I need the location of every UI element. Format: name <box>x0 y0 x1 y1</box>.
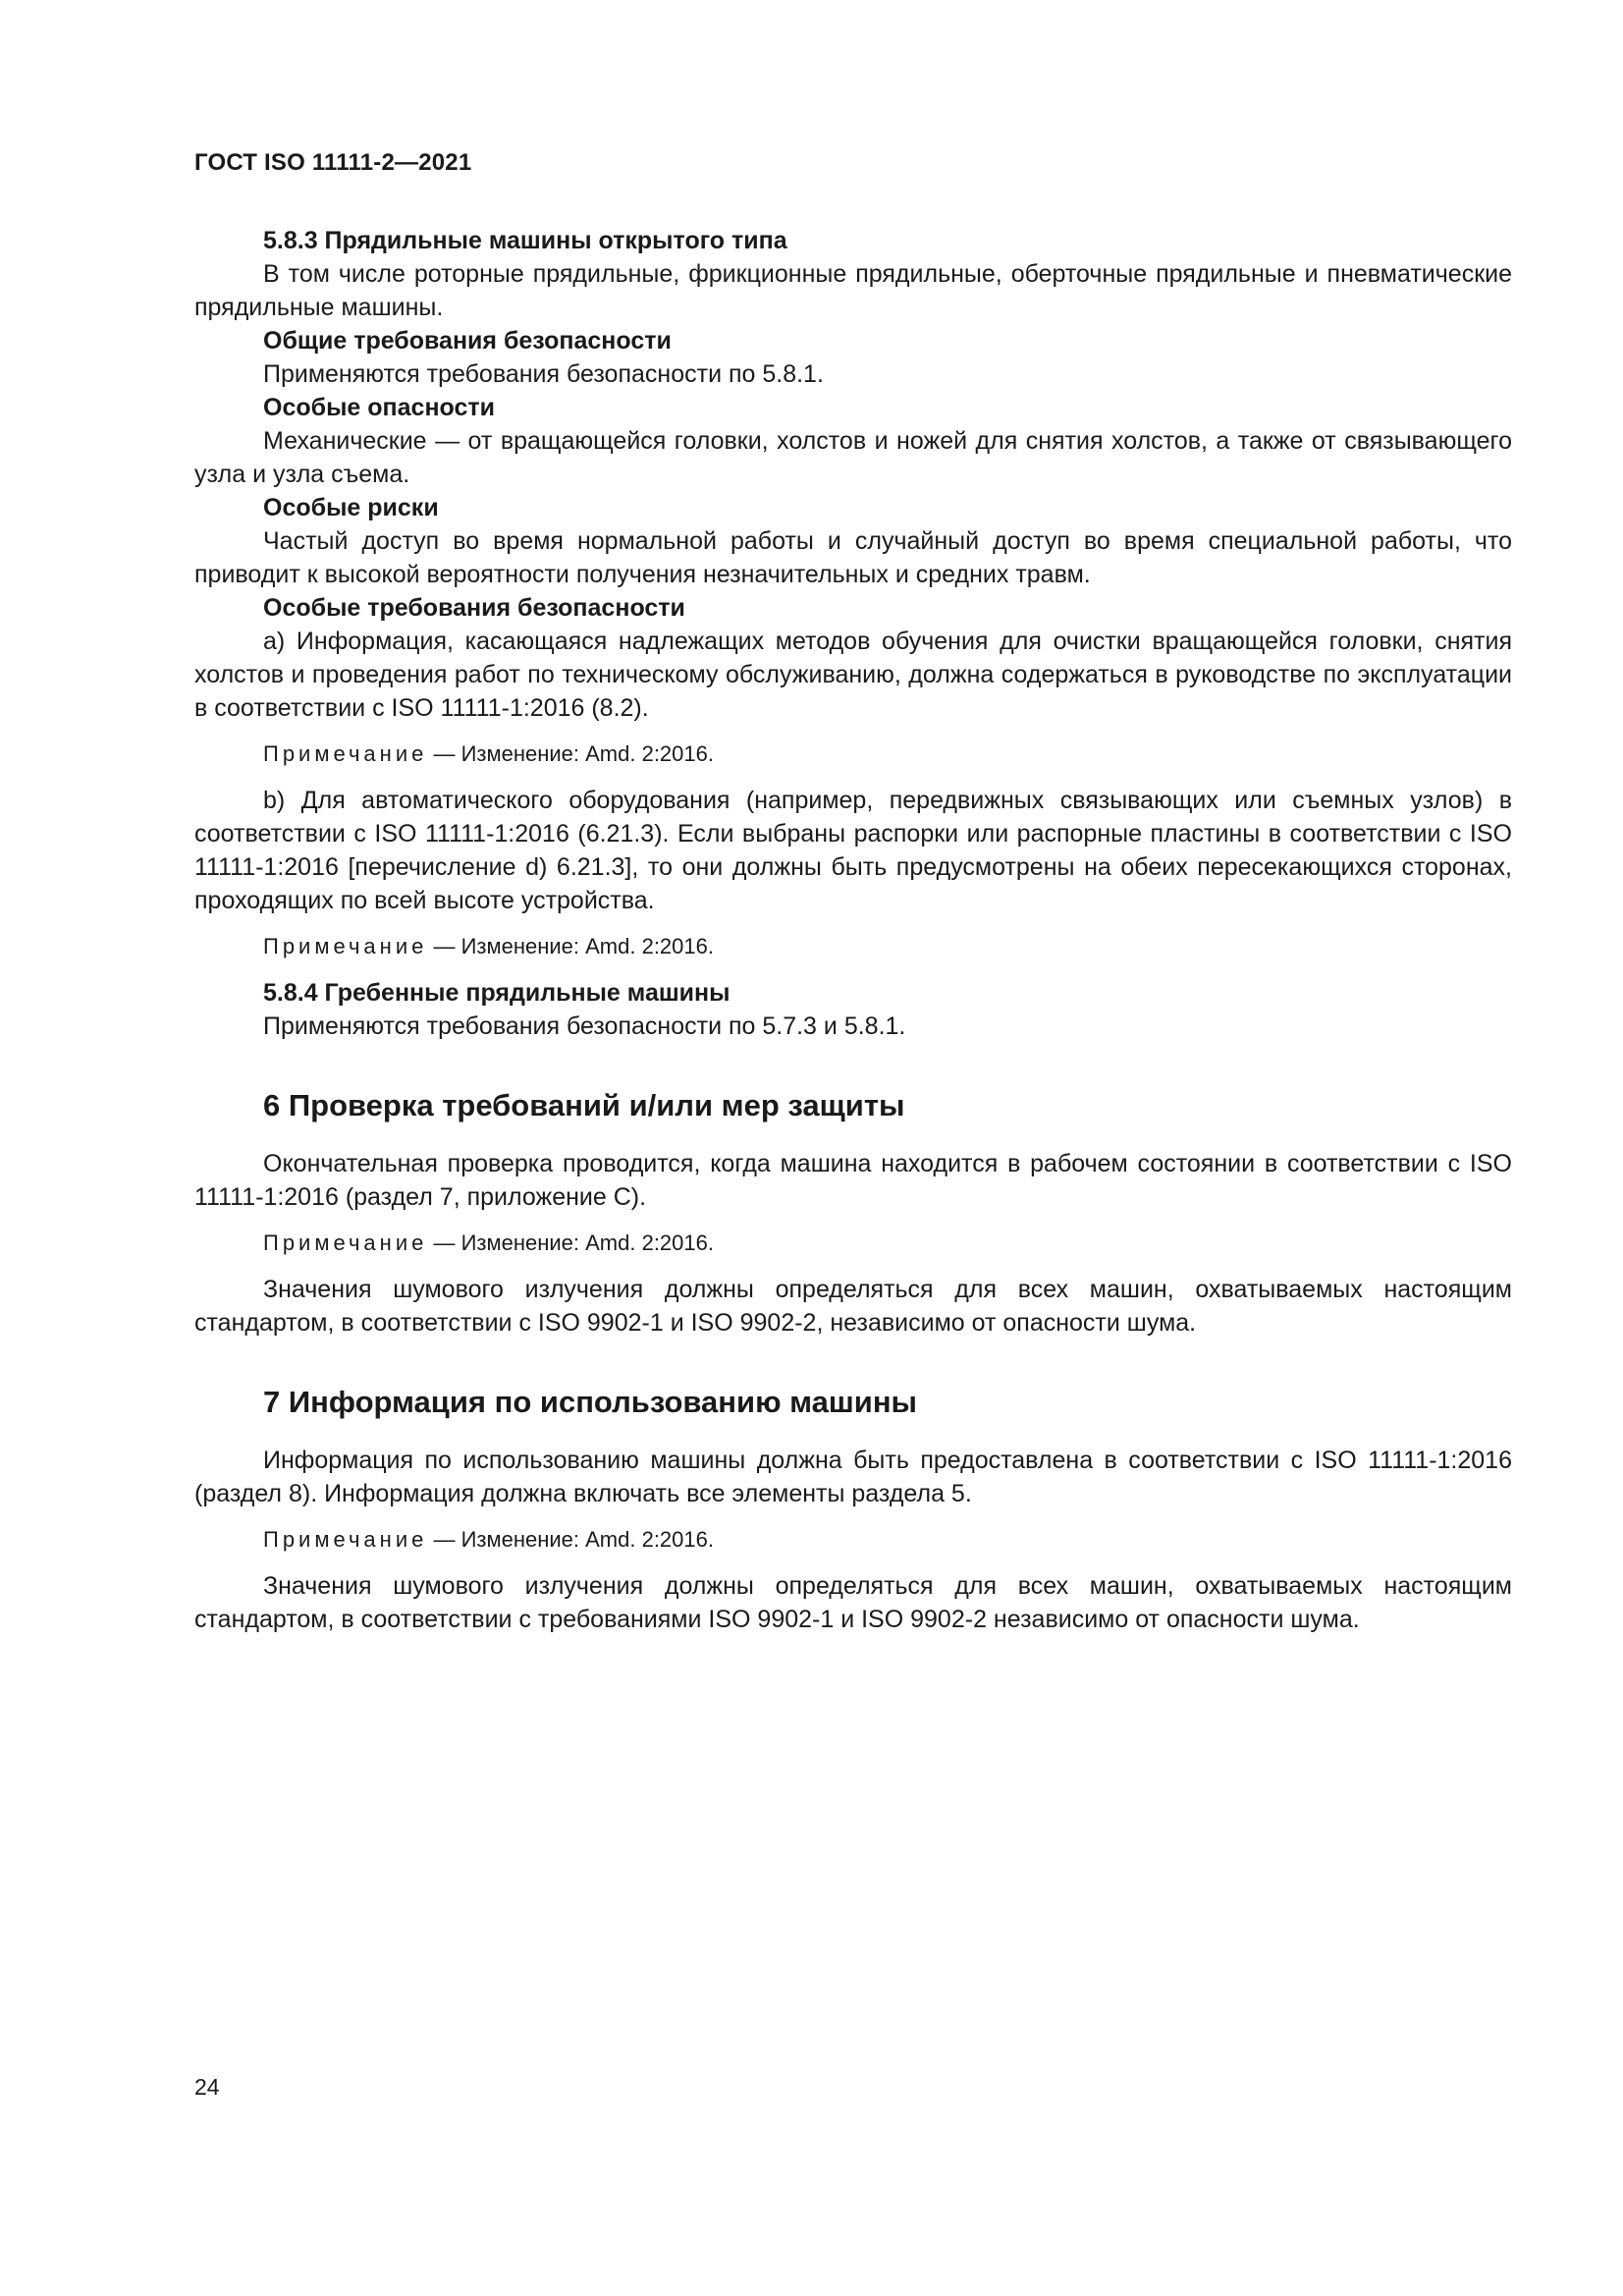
paragraph-hazards: Механические — от вращающейся головки, холстов и ножей для снятия холстов, а также от связывающего узла и узла съема. <box>194 427 1512 488</box>
subheading-special: Особые требования безопасности <box>263 594 685 622</box>
note-a <box>194 738 1512 771</box>
note-text: — Изменение: Amd. 2:2016. <box>433 1230 714 1255</box>
subheading-general: Общие требования безопасности <box>263 327 672 355</box>
note-text: — Изменение: Amd. 2:2016. <box>433 934 714 958</box>
section-title-5-8-3: 5.8.3 Прядильные машины открытого типа <box>263 227 787 254</box>
note-label: Примечание <box>263 1230 428 1255</box>
paragraph-general: Применяются требования безопасности по 5.8.1. <box>263 360 824 388</box>
subheading-hazards: Особые опасности <box>263 394 495 421</box>
note-label: Примечание <box>263 741 428 766</box>
note-text: — Изменение: Amd. 2:2016. <box>433 741 714 766</box>
list-item-b: b) Для автоматического оборудования (например, передвижных связывающих или съемных узлов) в соответствии с ISO 11111-1:2016 (6.21.3). Если выбраны распорки или распорные пластины в соответствии с ISO 11111-1:2016 [перечисление d) 6.21.3], то они должны быть предусмотрены на обеих пересекающихся сторонах, проходящих по всей высоте устройства. <box>194 787 1512 914</box>
paragraph-5-8-4: Применяются требования безопасности по 5.7.3 и 5.8.1. <box>263 1012 906 1040</box>
paragraph-7-1: Информация по использованию машины должна быть предоставлена в соответствии с ISO 11111-1:2016 (раздел 8). Информация должна включать все элементы раздела 5. <box>194 1447 1512 1507</box>
section-title-5-8-4: 5.8.4 Гребенные прядильные машины <box>263 979 730 1007</box>
note-text: — Изменение: Amd. 2:2016. <box>433 1527 714 1552</box>
paragraph-intro: В том числе роторные прядильные, фрикционные прядильные, оберточные прядильные и пневматические прядильные машины. <box>194 260 1512 321</box>
note-7 <box>194 1523 1512 1557</box>
paragraph-6-1: Окончательная проверка проводится, когда машина находится в рабочем состоянии в соответствии с ISO 11111-1:2016 (раздел 7, приложение С). <box>194 1150 1512 1211</box>
document-code: ГОСТ ISO 11111-2—2021 <box>194 149 472 176</box>
note-6 <box>194 1227 1512 1260</box>
note-label: Примечание <box>263 1527 428 1552</box>
section-heading-6: 6 Проверка требований и/или мер защиты <box>263 1088 905 1122</box>
note-label: Примечание <box>263 934 428 958</box>
page-content <box>194 224 1512 1636</box>
page-number: 24 <box>194 2074 220 2100</box>
paragraph-7-2: Значения шумового излучения должны определяться для всех машин, охватываемых настоящим стандартом, в соответствии с требованиями ISO 9902-1 и ISO 9902-2 независимо от опасности шума. <box>194 1572 1512 1633</box>
paragraph-6-2: Значения шумового излучения должны определяться для всех машин, охватываемых настоящим стандартом, в соответствии с ISO 9902-1 и ISO 9902-2, независимо от опасности шума. <box>194 1276 1512 1337</box>
note-b <box>194 930 1512 963</box>
paragraph-risks: Частый доступ во время нормальной работы и случайный доступ во время специальной работы, что приводит к высокой вероятности получения незначительных и средних травм. <box>194 527 1512 588</box>
section-heading-7: 7 Информация по использованию машины <box>263 1385 918 1419</box>
list-item-a: а) Информация, касающаяся надлежащих методов обучения для очистки вращающейся головки, снятия холстов и проведения работ по техническому обслуживанию, должна содержаться в руководстве по эксплуатации в соответствии с ISO 11111-1:2016 (8.2). <box>194 628 1512 722</box>
subheading-risks: Особые риски <box>263 494 439 521</box>
